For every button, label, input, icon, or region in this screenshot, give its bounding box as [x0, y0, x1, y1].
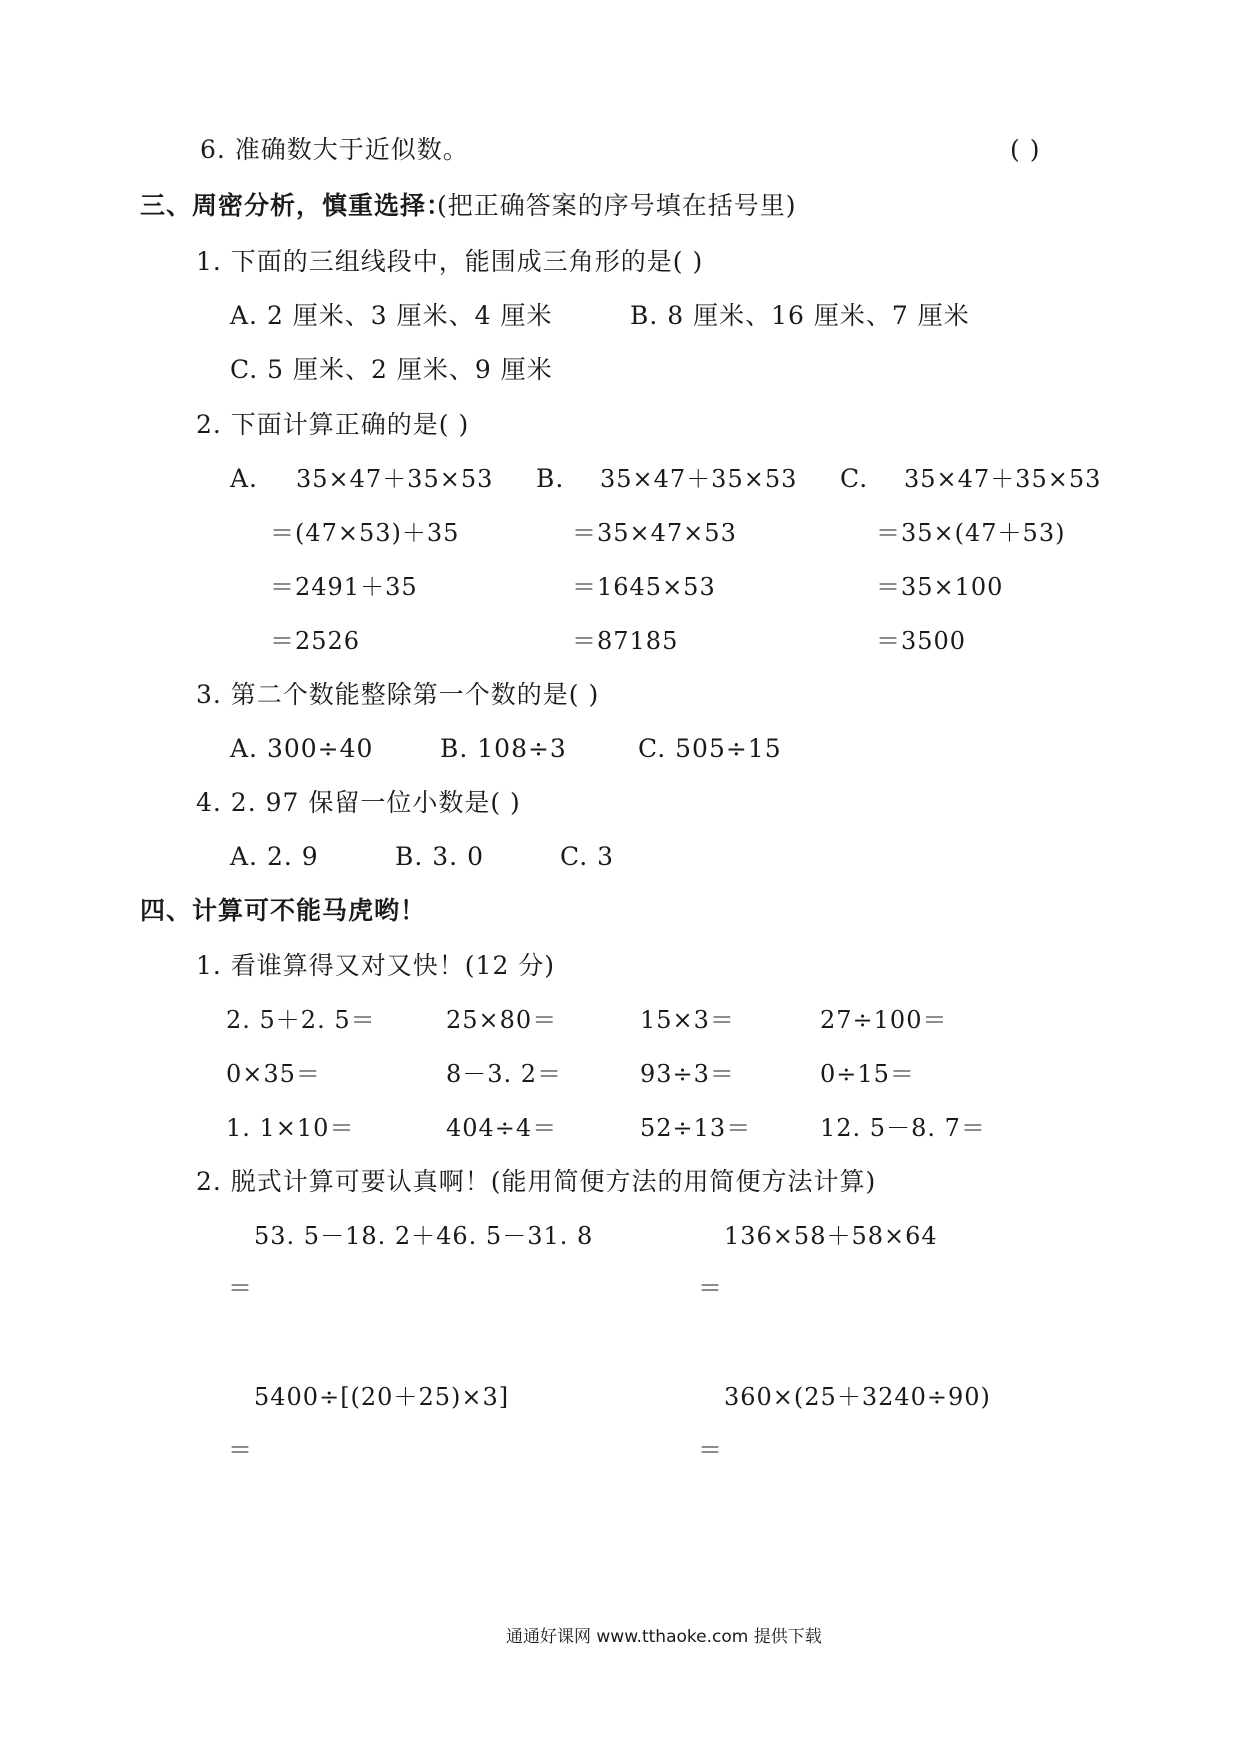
section4-heading: 四、计算可不能马虎哟！ [140, 896, 427, 925]
s3-q3-option-b: B. 108÷3 [440, 734, 567, 763]
s3-q2-a-line: ＝(47×53)＋35 [270, 519, 460, 547]
s3-q3-option-c: C. 505÷15 [638, 734, 782, 763]
s4-q2-equals-4: ＝ [698, 1436, 723, 1464]
s4-q1-item: 15×3＝ [640, 1006, 735, 1034]
section3-heading: 三、周密分析，慎重选择： [140, 191, 453, 220]
s4-q1-stem: 1. 看谁算得又对又快！(12 分) [196, 951, 556, 980]
s3-q4-stem: 4. 2. 97 保留一位小数是( ) [196, 788, 521, 817]
s4-q2-expression-3: 5400÷[(20＋25)×3] [254, 1383, 510, 1411]
s4-q1-item: 52÷13＝ [640, 1114, 752, 1142]
s3-q4-option-a: A. 2. 9 [230, 842, 319, 871]
s4-q1-item: 404÷4＝ [446, 1114, 558, 1142]
s4-q2-expression-4: 360×(25＋3240÷90) [724, 1383, 991, 1411]
s4-q2-stem: 2. 脱式计算可要认真啊！(能用简便方法的用简便方法计算) [196, 1167, 877, 1196]
s4-q1-item: 12. 5－8. 7＝ [820, 1114, 986, 1142]
s4-q1-item: 2. 5＋2. 5＝ [226, 1006, 376, 1034]
s3-q2-a-line: ＝2491＋35 [270, 573, 418, 601]
s3-q2-c-line: ＝3500 [876, 627, 967, 655]
s4-q1-item: 8－3. 2＝ [446, 1060, 563, 1088]
s3-q1-option-a: A. 2 厘米、3 厘米、4 厘米 [230, 301, 553, 330]
s3-q2-a-line: 35×47＋35×53 [296, 465, 494, 493]
s3-q3-option-a: A. 300÷40 [230, 734, 374, 763]
s4-q2-equals-3: ＝ [228, 1436, 253, 1464]
s3-q2-c-line: ＝35×(47＋53) [876, 519, 1066, 547]
judge-q6-text: 6. 准确数大于近似数。 [200, 135, 469, 164]
s3-q2-b-line: ＝1645×53 [572, 573, 716, 601]
s4-q2-equals-1: ＝ [228, 1274, 253, 1302]
s4-q1-item: 93÷3＝ [640, 1060, 735, 1088]
s4-q1-item: 0÷15＝ [820, 1060, 915, 1088]
s4-q1-item: 1. 1×10＝ [226, 1114, 355, 1142]
s3-q2-b-line: 35×47＋35×53 [600, 465, 798, 493]
judge-q6-answer-paren[interactable]: ( ) [1010, 135, 1041, 164]
s4-q2-expression-2: 136×58＋58×64 [724, 1222, 938, 1250]
s3-q4-option-b: B. 3. 0 [395, 842, 484, 871]
s3-q2-a-line: ＝2526 [270, 627, 361, 655]
s4-q1-item: 27÷100＝ [820, 1006, 948, 1034]
s3-q1-option-b: B. 8 厘米、16 厘米、7 厘米 [630, 301, 970, 330]
footer-source: 通通好课网 www.tthaoke.com 提供下载 [506, 1627, 822, 1647]
s3-q3-stem: 3. 第二个数能整除第一个数的是( ) [196, 680, 600, 709]
s4-q2-equals-2: ＝ [698, 1274, 723, 1302]
s3-q1-option-c: C. 5 厘米、2 厘米、9 厘米 [230, 355, 553, 384]
s3-q2-stem: 2. 下面计算正确的是( ) [196, 410, 470, 439]
section3-instruction: (把正确答案的序号填在括号里) [437, 191, 797, 220]
s3-q2-option-b-label: B. [536, 464, 565, 493]
s4-q1-item: 25×80＝ [446, 1006, 558, 1034]
s3-q4-option-c: C. 3 [560, 842, 615, 871]
s3-q2-b-line: ＝35×47×53 [572, 519, 737, 547]
s3-q2-option-a-label: A. [230, 464, 259, 493]
s3-q2-c-line: ＝35×100 [876, 573, 1004, 601]
s3-q2-c-line: 35×47＋35×53 [904, 465, 1102, 493]
s3-q2-b-line: ＝87185 [572, 627, 679, 655]
s3-q2-option-c-label: C. [840, 464, 869, 493]
s4-q1-item: 0×35＝ [226, 1060, 321, 1088]
s3-q1-stem: 1. 下面的三组线段中，能围成三角形的是( ) [196, 247, 704, 276]
s4-q2-expression-1: 53. 5－18. 2＋46. 5－31. 8 [254, 1222, 594, 1250]
